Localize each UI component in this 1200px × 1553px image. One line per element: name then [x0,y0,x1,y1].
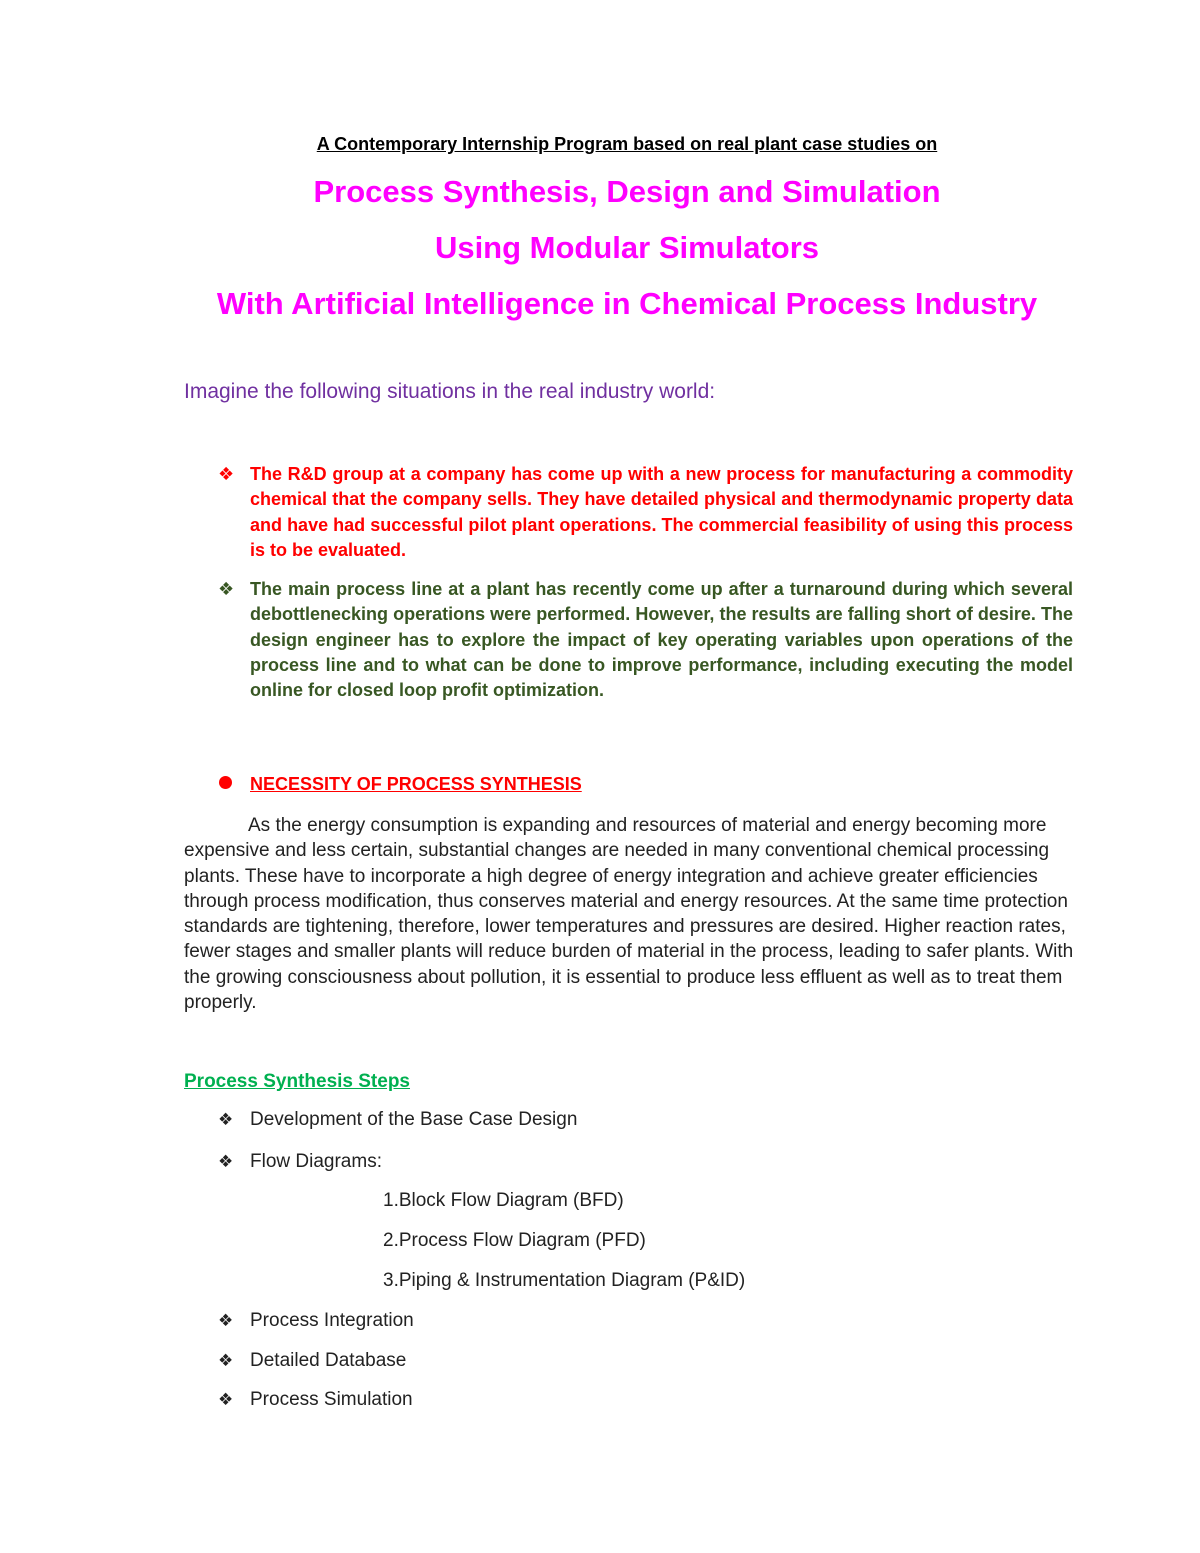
step-label: Process Integration [250,1310,414,1331]
step-item [218,1310,414,1332]
step-item [218,1389,413,1411]
step-label: Detailed Database [250,1350,407,1371]
flow-diagram-item: 3.Piping & Instrumentation Diagram (P&ID) [383,1270,746,1291]
diamond-bullet-icon: ❖ [218,1311,234,1330]
step-item [218,1350,406,1372]
program-kicker: A Contemporary Internship Program based on real plant case studies on [316,134,938,154]
flow-diagram-item: 1.Block Flow Diagram (BFD) [383,1190,624,1211]
step-label: Flow Diagrams: [250,1151,382,1172]
situation-plant-text: The main process line at a plant has recently come up after a turnaround during which several debottlenecking operations were performed. However, the results are falling short of desire. The design engineer has to explore the impact of key operating variables upon operations of the process line and to what can be done to improve performance, including executing the model online for closed loop profit optimization. [250,579,1073,701]
step-item [218,1151,382,1173]
flow-diagram-item: 2.Process Flow Diagram (PFD) [383,1230,646,1251]
diamond-bullet-icon: ❖ [218,1351,234,1370]
diamond-bullet-icon: ❖ [218,464,235,484]
title-line-1: Process Synthesis, Design and Simulation [313,174,941,209]
diamond-bullet-icon: ❖ [218,579,235,599]
imagine-intro: Imagine the following situations in the real industry world: [184,380,716,403]
situation-rd-text: The R&D group at a company has come up with a new process for manufacturing a commodity chemical that the company sells. They have detailed physical and thermodynamic property data and have had successful pilot plant operations. The commercial feasibility of using this process is to be evaluated. [250,464,1073,560]
title-line-3: With Artificial Intelligence in Chemical Process Industry [216,286,1038,321]
necessity-paragraph [184,813,1074,1015]
diamond-bullet-icon: ❖ [218,1110,234,1129]
step-label: Process Simulation [250,1389,413,1410]
red-dot-bullet-icon [219,776,232,789]
diamond-bullet-icon: ❖ [218,1390,234,1409]
step-item [218,1109,577,1131]
step-label: Development of the Base Case Design [250,1109,578,1130]
situation-rd-item [218,462,1073,563]
situation-plant-item [218,577,1073,703]
steps-heading: Process Synthesis Steps [184,1071,410,1092]
title-line-2: Using Modular Simulators [434,230,820,265]
diamond-bullet-icon: ❖ [218,1152,234,1171]
necessity-heading: NECESSITY OF PROCESS SYNTHESIS [250,774,582,794]
necessity-paragraph-text: As the energy consumption is expanding and resources of material and energy becoming more expensive and less certain, substantial changes are needed in many conventional chemical processing plants. These have to incorporate a high degree of energy integration and achieve greater efficiencies through process modification, thus conserves material and energy resources. At the same time protection standards are tightening, therefore, lower temperatures and pressures are desired. Higher reaction rates, fewer stages and smaller plants will reduce burden of material in the process, leading to safer plants. With the growing consciousness about pollution, it is essential to produce less effluent as well as to treat them properly. [184,815,1074,1014]
